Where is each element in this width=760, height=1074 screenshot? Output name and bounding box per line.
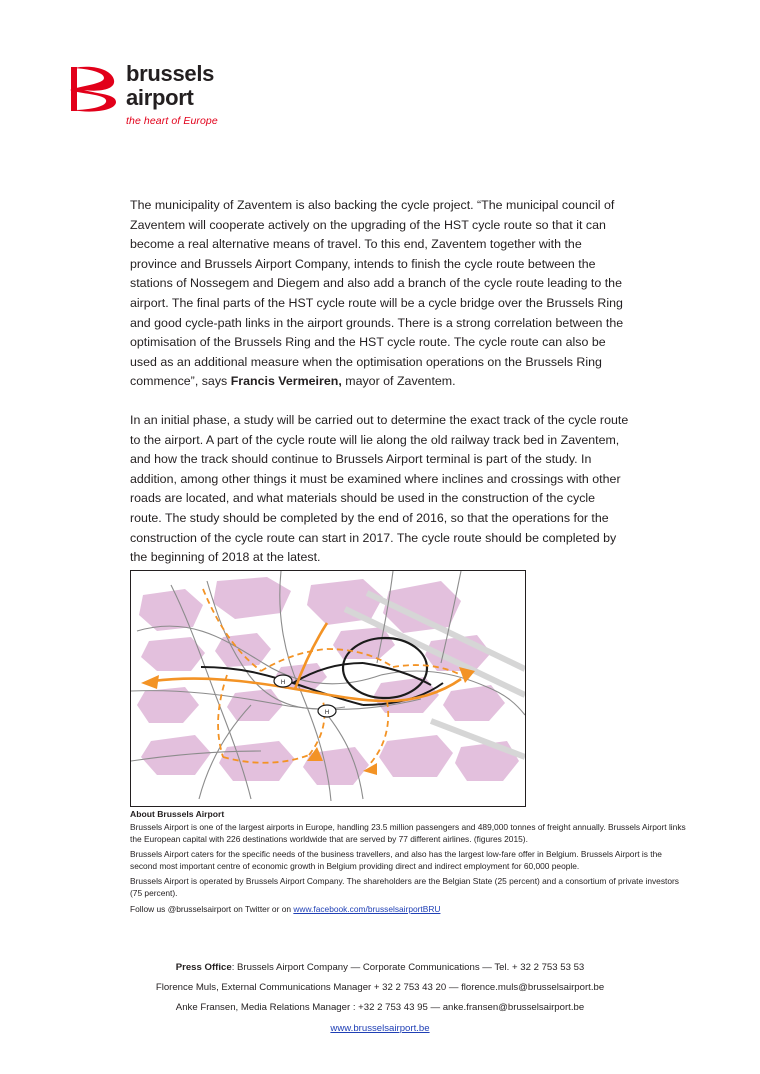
- brussels-airport-logo: [68, 62, 288, 134]
- footer-website-wrap: [0, 1018, 760, 1038]
- svg-text:H: H: [324, 710, 330, 716]
- footer-contact-anke: Anke Fransen, Media Relations Manager : +32 2 753 43 95 — anke.fransen@brusselsairport.be: [175, 1002, 585, 1013]
- footer-contact-florence: Florence Muls, External Communications Manager + 32 2 753 43 20 — florence.muls@brusselsairport.be: [155, 982, 605, 993]
- paragraph-1-text: The municipality of Zaventem is also backing the cycle project. “The municipal council of Zaventem will cooperate actively on the upgrading of the HST cycle route so that it can become a real alternative means of travel. To this end, Zaventem together with the province and Brussels Airport Company, intends to finish the cycle route between the stations of Nossegem and Diegem and also add a branch of the cycle route leading to the airport. The final parts of the HST cycle route will be a cycle bridge over the Brussels Ring and good cycle-path links in the airport grounds. There is a strong correlation between the optimisation of the Brussels Ring and the HST cycle route. The cycle route can also be used as an additional measure when the optimisation operations on the Brussels Ring commence”, says: [130, 198, 624, 389]
- about-paragraph-2: Brussels Airport caters for the specific needs of the business travellers, and also has the largest low-fare offer in Belgium. Brussels Airport is the second most important centre of economic growth in Belgium providing direct and indirect employment for 60,000 people.: [130, 849, 662, 871]
- about-paragraph-1: Brussels Airport is one of the largest airports in Europe, handling 23.5 million passengers and 489,000 tonnes of freight annually. Brussels Airport links the European capital with 226 destinations worldwide that are served by 77 different airlines. (figures 2015).: [130, 822, 686, 844]
- map-graphic: [131, 571, 525, 806]
- swoosh-icon: [68, 64, 124, 114]
- article-body: [130, 196, 630, 587]
- svg-text:H: H: [280, 680, 286, 686]
- logo-tagline: the heart of Europe: [126, 115, 218, 127]
- cycle-route-map-figure: [130, 570, 526, 807]
- logo-line-brussels: brussels: [126, 61, 215, 86]
- footer-press-office: [0, 958, 760, 978]
- quote-attribution-role: mayor of Zaventem.: [341, 374, 456, 389]
- logo-line-airport: airport: [126, 85, 194, 110]
- about-section: [130, 808, 690, 915]
- about-title: About Brussels Airport: [130, 809, 225, 819]
- facebook-link[interactable]: www.facebook.com/brusselsairportBRU: [293, 903, 441, 914]
- quote-attribution-name: Francis Vermeiren,: [230, 374, 342, 389]
- about-follow-prefix: Follow us @brusselsairport on Twitter or on: [130, 903, 294, 914]
- logo-wordmark: [126, 62, 296, 127]
- website-link[interactable]: www.brusselsairport.be: [330, 1023, 430, 1034]
- paragraph-2: In an initial phase, a study will be carried out to determine the exact track of the cycle route to the airport. A part of the cycle route will lie along the old railway track bed in Zaventem, and how the track should continue to Brussels Airport terminal is part of the study. In addition, among other things it must be examined where inclines and crossings with other roads are located, and what materials should be used in the construction of the cycle route. The study should be completed by the end of 2016, so that the operations for the construction of the cycle route can start in 2017. The cycle route should be completed by the beginning of 2018 at the latest.: [130, 412, 629, 565]
- about-follow-us: [130, 904, 690, 916]
- footer-press-office-detail: : Brussels Airport Company — Corporate Communications — Tel. + 32 2 753 53 53: [231, 962, 585, 973]
- press-footer: [0, 958, 760, 1038]
- about-paragraph-3: Brussels Airport is operated by Brussels Airport Company. The shareholders are the Belgian State (25 percent) and a consortium of private investors (75 percent).: [130, 876, 679, 898]
- paragraph-1: [130, 196, 630, 392]
- footer-press-office-label: Press Office: [175, 962, 232, 973]
